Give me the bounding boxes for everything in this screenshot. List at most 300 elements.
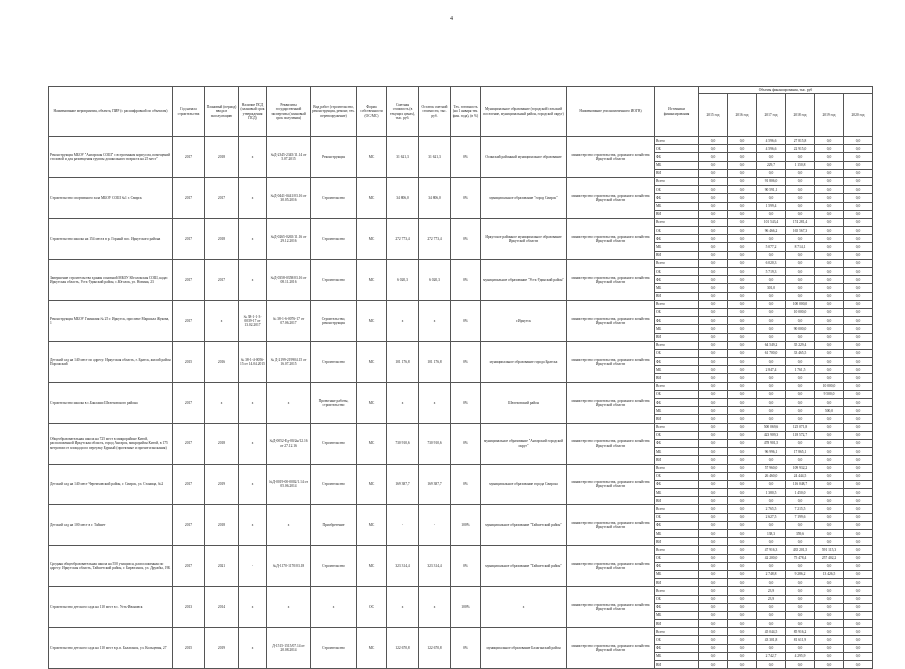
funding-amount: 0,0 [844, 603, 873, 611]
funding-source: ФБ [655, 194, 699, 202]
funding-amount: 0,0 [699, 399, 728, 407]
funding-amount: 24 444,5 [786, 472, 815, 480]
funding-amount: 0,0 [815, 300, 844, 308]
funding-amount: 0,0 [699, 235, 728, 243]
ownership: МС [357, 259, 387, 300]
funding-amount: 0,0 [728, 137, 757, 145]
funding-amount: 0,0 [844, 235, 873, 243]
funding-amount: 0,0 [728, 431, 757, 439]
col-remaining-header: Остаток сметной стоимости, тыс. руб. [419, 87, 451, 137]
funding-amount: 0,0 [815, 636, 844, 644]
funding-amount: 0,0 [699, 595, 728, 603]
funding-amount: 0,0 [699, 382, 728, 390]
ownership: МС [357, 505, 387, 546]
psd-cell: x [239, 505, 267, 546]
table-row [49, 259, 873, 267]
estimate-cost: 323 314,4 [387, 546, 419, 587]
funding-amount: 0,0 [815, 431, 844, 439]
funding-amount: 0,0 [815, 235, 844, 243]
funding-amount: 0,0 [815, 497, 844, 505]
funding-source: МБ [655, 652, 699, 660]
funding-amount: 0,0 [728, 407, 757, 415]
start-year: 2013 [173, 587, 205, 628]
ownership: МС [357, 423, 387, 464]
funding-amount: 0,0 [815, 366, 844, 374]
ogv-cell: министерство строительства, дорожного хозяйства Иркутской области [567, 505, 655, 546]
project-name: Реконструкция МБОУ "Ангарская СОШ" с встроенным корпусом, помещений столовой и для размещения группы дошкольного возраста на 25 мест" [49, 137, 173, 178]
work-type: Строительство, реконструкция [311, 300, 357, 341]
funding-amount: 0,0 [699, 661, 728, 669]
funding-amount: 96 996,1 [757, 448, 786, 456]
funding-amount: 0,0 [844, 177, 873, 185]
funding-amount: 116 048,7 [786, 480, 815, 488]
funding-amount: 0,0 [786, 235, 815, 243]
work-type: Проектные работы, строительство [311, 382, 357, 423]
funding-amount: 0,0 [844, 268, 873, 276]
funding-amount: 0,0 [757, 480, 786, 488]
col-source-header: Источники финансирования [655, 87, 699, 137]
work-type: Приобретение [311, 505, 357, 546]
psd-cell: x [239, 259, 267, 300]
remaining-cost: 272 773,4 [419, 218, 451, 259]
funding-amount: 0,0 [728, 341, 757, 349]
funding-amount: 0,0 [844, 210, 873, 218]
funding-amount: 0,0 [844, 161, 873, 169]
funding-amount: 0,0 [844, 349, 873, 357]
end-year: 2017 [205, 259, 239, 300]
remaining-cost: x [419, 382, 451, 423]
funding-amount: 0,0 [699, 497, 728, 505]
funding-amount: 0,0 [699, 603, 728, 611]
funding-amount: 0,0 [844, 251, 873, 259]
funding-amount: 2 765,5 [757, 505, 786, 513]
funding-amount: 4 295,9 [786, 652, 815, 660]
funding-amount: 0,0 [815, 448, 844, 456]
funding-amount: 0,0 [786, 153, 815, 161]
funding-amount: 0,0 [757, 210, 786, 218]
funding-source: ФБ [655, 480, 699, 488]
ogv-cell: министерство строительства, дорожного хозяйства Иркутской области [567, 341, 655, 382]
funding-amount: 0,0 [815, 177, 844, 185]
funding-amount: 0,0 [844, 448, 873, 456]
work-type: Строительство [311, 464, 357, 505]
funding-amount: 1 380,5 [757, 489, 786, 497]
funding-amount: 0,0 [786, 268, 815, 276]
funding-amount: 0,0 [699, 137, 728, 145]
funding-amount: 0,0 [728, 611, 757, 619]
funding-amount: 0,0 [728, 333, 757, 341]
work-type: Строительство [311, 177, 357, 218]
start-year: 2017 [173, 505, 205, 546]
project-name: Реконструкция МБОУ Гимназия № 25 г. Иркутск, проспект Маршала Жукова, 1 [49, 300, 173, 341]
funding-amount: 0,0 [757, 292, 786, 300]
funding-amount: 0,0 [728, 300, 757, 308]
funding-amount: 0,0 [815, 349, 844, 357]
funding-amount: 0,0 [815, 521, 844, 529]
funding-amount: 0,0 [699, 161, 728, 169]
funding-source: ФБ [655, 235, 699, 243]
funding-amount: 23,9 [757, 595, 786, 603]
psd-cell: № 38-1-4-0056-15 от 14.04.2015 [239, 341, 267, 382]
municipality: муниципальное образование города Свирска [481, 464, 567, 505]
funding-amount: 0,0 [699, 218, 728, 226]
funding-amount: 13 426,5 [815, 570, 844, 578]
work-type: Строительство [311, 341, 357, 382]
funding-source: ФБ [655, 603, 699, 611]
funding-amount: 0,0 [815, 317, 844, 325]
funding-amount: 8 714,1 [786, 243, 815, 251]
funding-amount: 0,0 [815, 202, 844, 210]
readiness: 0% [451, 259, 481, 300]
funding-amount: 0,0 [815, 513, 844, 521]
end-year: 2016 [205, 341, 239, 382]
funding-amount: 0,0 [757, 169, 786, 177]
funding-amount: 6 020,3 [757, 259, 786, 267]
funding-amount: 0,0 [844, 530, 873, 538]
funding-amount: 0,0 [699, 227, 728, 235]
funding-amount: 0,0 [815, 611, 844, 619]
col-municipality-header: Муниципальное образование (городской/сельский поселение, муниципальный район, городской округ) [481, 87, 567, 137]
funding-amount: 359,6 [786, 530, 815, 538]
funding-amount: 0,0 [844, 644, 873, 652]
funding-amount: 0,0 [844, 415, 873, 423]
funding-source: ОБ [655, 636, 699, 644]
funding-amount: 174 281,4 [786, 218, 815, 226]
funding-amount: 0,0 [786, 202, 815, 210]
funding-amount: 0,0 [757, 276, 786, 284]
funding-amount: 0,0 [786, 497, 815, 505]
funding-amount: 0,0 [786, 620, 815, 628]
funding-amount: 0,0 [844, 513, 873, 521]
project-name: Строительство спортивного зала МБОУ СОШ №1 г. Свирск [49, 177, 173, 218]
table-row [49, 341, 873, 349]
funding-amount: 0,0 [786, 538, 815, 546]
funding-amount: 2 847,4 [757, 366, 786, 374]
funding-amount: 0,0 [728, 358, 757, 366]
funding-amount: 0,0 [815, 439, 844, 447]
funding-amount: 0,0 [815, 153, 844, 161]
funding-amount: 64 549,2 [757, 341, 786, 349]
funding-source: Всего [655, 382, 699, 390]
funding-amount: 91 806,0 [757, 177, 786, 185]
psd-cell: x [239, 218, 267, 259]
funding-amount: 101 543,4 [757, 218, 786, 226]
page-number: 4 [450, 16, 453, 22]
funding-amount: 17 865,1 [786, 448, 815, 456]
funding-amount: 0,0 [844, 505, 873, 513]
funding-amount: 0,0 [728, 235, 757, 243]
psd-cell: x [239, 382, 267, 423]
funding-amount: 5 077,2 [757, 243, 786, 251]
estimate-cost: 272 773,4 [387, 218, 419, 259]
funding-source: ОБ [655, 268, 699, 276]
funding-amount: 0,0 [699, 439, 728, 447]
ogv-cell: министерство строительства, дорожного хозяйства Иркутской области [567, 382, 655, 423]
funding-amount: 7 215,5 [786, 505, 815, 513]
funding-amount: 0,0 [699, 611, 728, 619]
funding-amount: 0,0 [786, 603, 815, 611]
funding-amount: 165 567,3 [786, 227, 815, 235]
funding-amount: 0,0 [786, 251, 815, 259]
funding-source: Всего [655, 137, 699, 145]
funding-amount: 0,0 [815, 628, 844, 636]
funding-amount: 0,0 [728, 480, 757, 488]
ogv-cell: министерство строительства, дорожного хозяйства Иркутской области [567, 137, 655, 178]
start-year: 2017 [173, 177, 205, 218]
expertise-cell: №Д-0441-0441/03.16 от 30.05.2016 [267, 177, 311, 218]
start-year: 2017 [173, 300, 205, 341]
funding-amount: 2 627,5 [757, 513, 786, 521]
funding-amount: 0,0 [699, 644, 728, 652]
funding-amount: 591 115,3 [815, 546, 844, 554]
funding-amount: 0,0 [728, 227, 757, 235]
funding-amount: 0,0 [786, 661, 815, 669]
ownership: МС [357, 628, 387, 669]
remaining-cost: - [419, 505, 451, 546]
funding-amount: 0,0 [757, 251, 786, 259]
ogv-cell: министерство строительства, дорожного хозяйства Иркутской области [567, 300, 655, 341]
funding-source: Всего [655, 505, 699, 513]
funding-amount: 0,0 [815, 251, 844, 259]
funding-amount: 0,0 [757, 538, 786, 546]
estimate-cost: 6 020,3 [387, 259, 419, 300]
funding-amount: 0,0 [728, 628, 757, 636]
funding-amount: 0,0 [844, 456, 873, 464]
funding-amount: 0,0 [844, 431, 873, 439]
funding-amount: 0,0 [728, 390, 757, 398]
funding-source: ВИ [655, 333, 699, 341]
remaining-cost: 101 176,8 [419, 341, 451, 382]
funding-amount: 0,0 [699, 464, 728, 472]
funding-amount: 1 150,8 [786, 161, 815, 169]
funding-amount: 0,0 [699, 292, 728, 300]
funding-amount: 0,0 [786, 562, 815, 570]
funding-amount: 0,0 [844, 194, 873, 202]
funding-amount: 109 932,2 [786, 464, 815, 472]
municipality: г.Иркутск [481, 300, 567, 341]
funding-amount: 0,0 [728, 251, 757, 259]
funding-amount: 0,0 [728, 210, 757, 218]
funding-amount: 0,0 [844, 169, 873, 177]
funding-amount: 0,0 [815, 341, 844, 349]
funding-amount: 0,0 [844, 390, 873, 398]
remaining-cost: 169 387,7 [419, 464, 451, 505]
municipality: муниципальное образование города Братска [481, 341, 567, 382]
col-psd-header: Наличие ПСД (плановый срок утверждения ПСД) [239, 87, 267, 137]
funding-source: Всего [655, 628, 699, 636]
funding-amount: 435 201,5 [786, 546, 815, 554]
funding-amount: 0,0 [728, 276, 757, 284]
funding-amount: 0,0 [844, 570, 873, 578]
funding-amount: 0,0 [844, 137, 873, 145]
funding-amount: 0,0 [844, 628, 873, 636]
funding-amount: 0,0 [844, 652, 873, 660]
funding-amount: 0,0 [815, 284, 844, 292]
funding-source: ВИ [655, 251, 699, 259]
col-ogv-header: Наименование уполномоченного ИОГВ) [567, 87, 655, 137]
funding-amount: 0,0 [728, 513, 757, 521]
funding-amount: 0,0 [844, 480, 873, 488]
funding-amount: 0,0 [815, 415, 844, 423]
ogv-cell: министерство строительства, дорожного хозяйства Иркутской области [567, 546, 655, 587]
psd-cell: № 38-1-1-3-0039-17 от 13.02.2017 [239, 300, 267, 341]
funding-amount: 0,0 [699, 407, 728, 415]
funding-amount: 0,0 [728, 464, 757, 472]
funding-amount: 0,0 [699, 259, 728, 267]
funding-amount: 0,0 [815, 210, 844, 218]
funding-amount: 0,0 [699, 243, 728, 251]
psd-cell: x [239, 177, 267, 218]
funding-amount: 0,0 [699, 579, 728, 587]
funding-amount: 0,0 [844, 202, 873, 210]
funding-amount: 0,0 [699, 169, 728, 177]
funding-amount: 4 596,6 [757, 137, 786, 145]
start-year: 2015 [173, 341, 205, 382]
funding-source: ВИ [655, 661, 699, 669]
funding-amount: 7 199,6 [786, 513, 815, 521]
municipality: Осинский районный муниципальное образование [481, 137, 567, 178]
funding-amount: 0,0 [757, 497, 786, 505]
funding-amount: 42 200,0 [757, 554, 786, 562]
funding-amount: 0,0 [815, 538, 844, 546]
start-year: 2017 [173, 259, 205, 300]
funding-amount: 0,0 [699, 570, 728, 578]
funding-amount: 0,0 [728, 521, 757, 529]
funding-amount: 0,0 [699, 628, 728, 636]
funding-amount: 0,0 [699, 456, 728, 464]
readiness: 0% [451, 546, 481, 587]
funding-amount: 0,0 [728, 530, 757, 538]
funding-amount: 0,0 [844, 308, 873, 316]
funding-amount: 0,0 [844, 636, 873, 644]
start-year: 2017 [173, 464, 205, 505]
funding-amount: 0,0 [844, 341, 873, 349]
funding-amount: 0,0 [728, 243, 757, 251]
funding-amount: 0,0 [844, 218, 873, 226]
funding-amount: 0,0 [844, 464, 873, 472]
start-year: 2017 [173, 137, 205, 178]
funding-amount: 0,0 [786, 415, 815, 423]
funding-source: ВИ [655, 415, 699, 423]
col-estimate-header: Сметная стоимость (в текущих ценах), тыс. руб. [387, 87, 419, 137]
funding-amount: 0,0 [844, 366, 873, 374]
funding-amount: 0,0 [728, 177, 757, 185]
readiness: 100% [451, 587, 481, 628]
funding-amount: 125 071,8 [786, 423, 815, 431]
funding-amount: 0,0 [844, 317, 873, 325]
start-year: 2015 [173, 628, 205, 669]
funding-amount: 0,0 [786, 210, 815, 218]
funding-source: МБ [655, 161, 699, 169]
funding-amount: 0,0 [786, 407, 815, 415]
end-year: 2018 [205, 218, 239, 259]
funding-amount: 0,0 [728, 259, 757, 267]
funding-amount: 0,0 [728, 145, 757, 153]
funding-source: ОБ [655, 472, 699, 480]
funding-source: Всего [655, 423, 699, 431]
funding-amount: 0,0 [844, 546, 873, 554]
psd-cell: x [239, 423, 267, 464]
funding-source: ФБ [655, 399, 699, 407]
funding-amount: 0,0 [757, 456, 786, 464]
funding-amount: 0,0 [815, 243, 844, 251]
funding-amount: 43 301,8 [757, 636, 786, 644]
end-year: 2019 [205, 464, 239, 505]
funding-amount: 0,0 [728, 579, 757, 587]
funding-amount: 23,9 [757, 587, 786, 595]
funding-amount: 85 916,2 [786, 628, 815, 636]
funding-amount: 45 044,5 [757, 628, 786, 636]
funding-amount: 57 960,0 [757, 464, 786, 472]
funding-amount: 0,0 [786, 374, 815, 382]
funding-amount: 0,0 [757, 521, 786, 529]
expertise-cell: №Д-0019-00-0002/1.14 от 05.06.2014 [267, 464, 311, 505]
funding-amount: 0,0 [844, 661, 873, 669]
table-row [49, 137, 873, 145]
table-row [49, 587, 873, 595]
funding-source: МБ [655, 366, 699, 374]
funding-amount: 0,0 [699, 358, 728, 366]
funding-amount: 26 460,0 [757, 472, 786, 480]
funding-amount: 0,0 [844, 439, 873, 447]
funding-amount: 0,0 [844, 325, 873, 333]
funding-source: Всего [655, 546, 699, 554]
ownership: МС [357, 464, 387, 505]
funding-amount: 257 402,2 [815, 554, 844, 562]
work-type: Строительство [311, 628, 357, 669]
funding-amount: 0,0 [728, 186, 757, 194]
funding-amount: 2 748,8 [757, 570, 786, 578]
funding-amount: 0,0 [815, 137, 844, 145]
funding-source: МБ [655, 407, 699, 415]
year-header: 2019 год [815, 94, 844, 137]
construction-program-table [48, 86, 873, 669]
expertise-cell: x [267, 505, 311, 546]
funding-amount: 0,0 [728, 456, 757, 464]
end-year: 2018 [205, 423, 239, 464]
funding-amount: 0,0 [786, 333, 815, 341]
col-start-year-header: Год начала строительства [173, 87, 205, 137]
col-ownership-header: Форма собственности (ОС/МС) [357, 87, 387, 137]
end-year: x [205, 382, 239, 423]
funding-amount: 0,0 [815, 595, 844, 603]
funding-amount: 0,0 [844, 489, 873, 497]
funding-amount: 0,0 [728, 284, 757, 292]
table-row [49, 177, 873, 185]
ownership: МС [357, 300, 387, 341]
remaining-cost: 34 806,0 [419, 177, 451, 218]
funding-amount: 0,0 [728, 169, 757, 177]
funding-amount: 33 465,5 [786, 349, 815, 357]
funding-source: МБ [655, 448, 699, 456]
funding-amount: 90 000,0 [786, 325, 815, 333]
estimate-cost: x [387, 382, 419, 423]
funding-amount: 0,0 [728, 439, 757, 447]
remaining-cost: 122 670,8 [419, 628, 451, 669]
funding-amount: 0,0 [844, 579, 873, 587]
municipality: муниципальное образование "город Свирск" [481, 177, 567, 218]
start-year: 2017 [173, 218, 205, 259]
funding-amount: 0,0 [699, 652, 728, 660]
funding-source: Всего [655, 464, 699, 472]
funding-amount: 0,0 [699, 423, 728, 431]
funding-amount: 0,0 [728, 636, 757, 644]
funding-amount: 0,0 [815, 292, 844, 300]
funding-amount: 0,0 [786, 399, 815, 407]
funding-amount: 0,0 [757, 333, 786, 341]
funding-amount: 5 719,3 [757, 268, 786, 276]
funding-amount: 0,0 [757, 325, 786, 333]
